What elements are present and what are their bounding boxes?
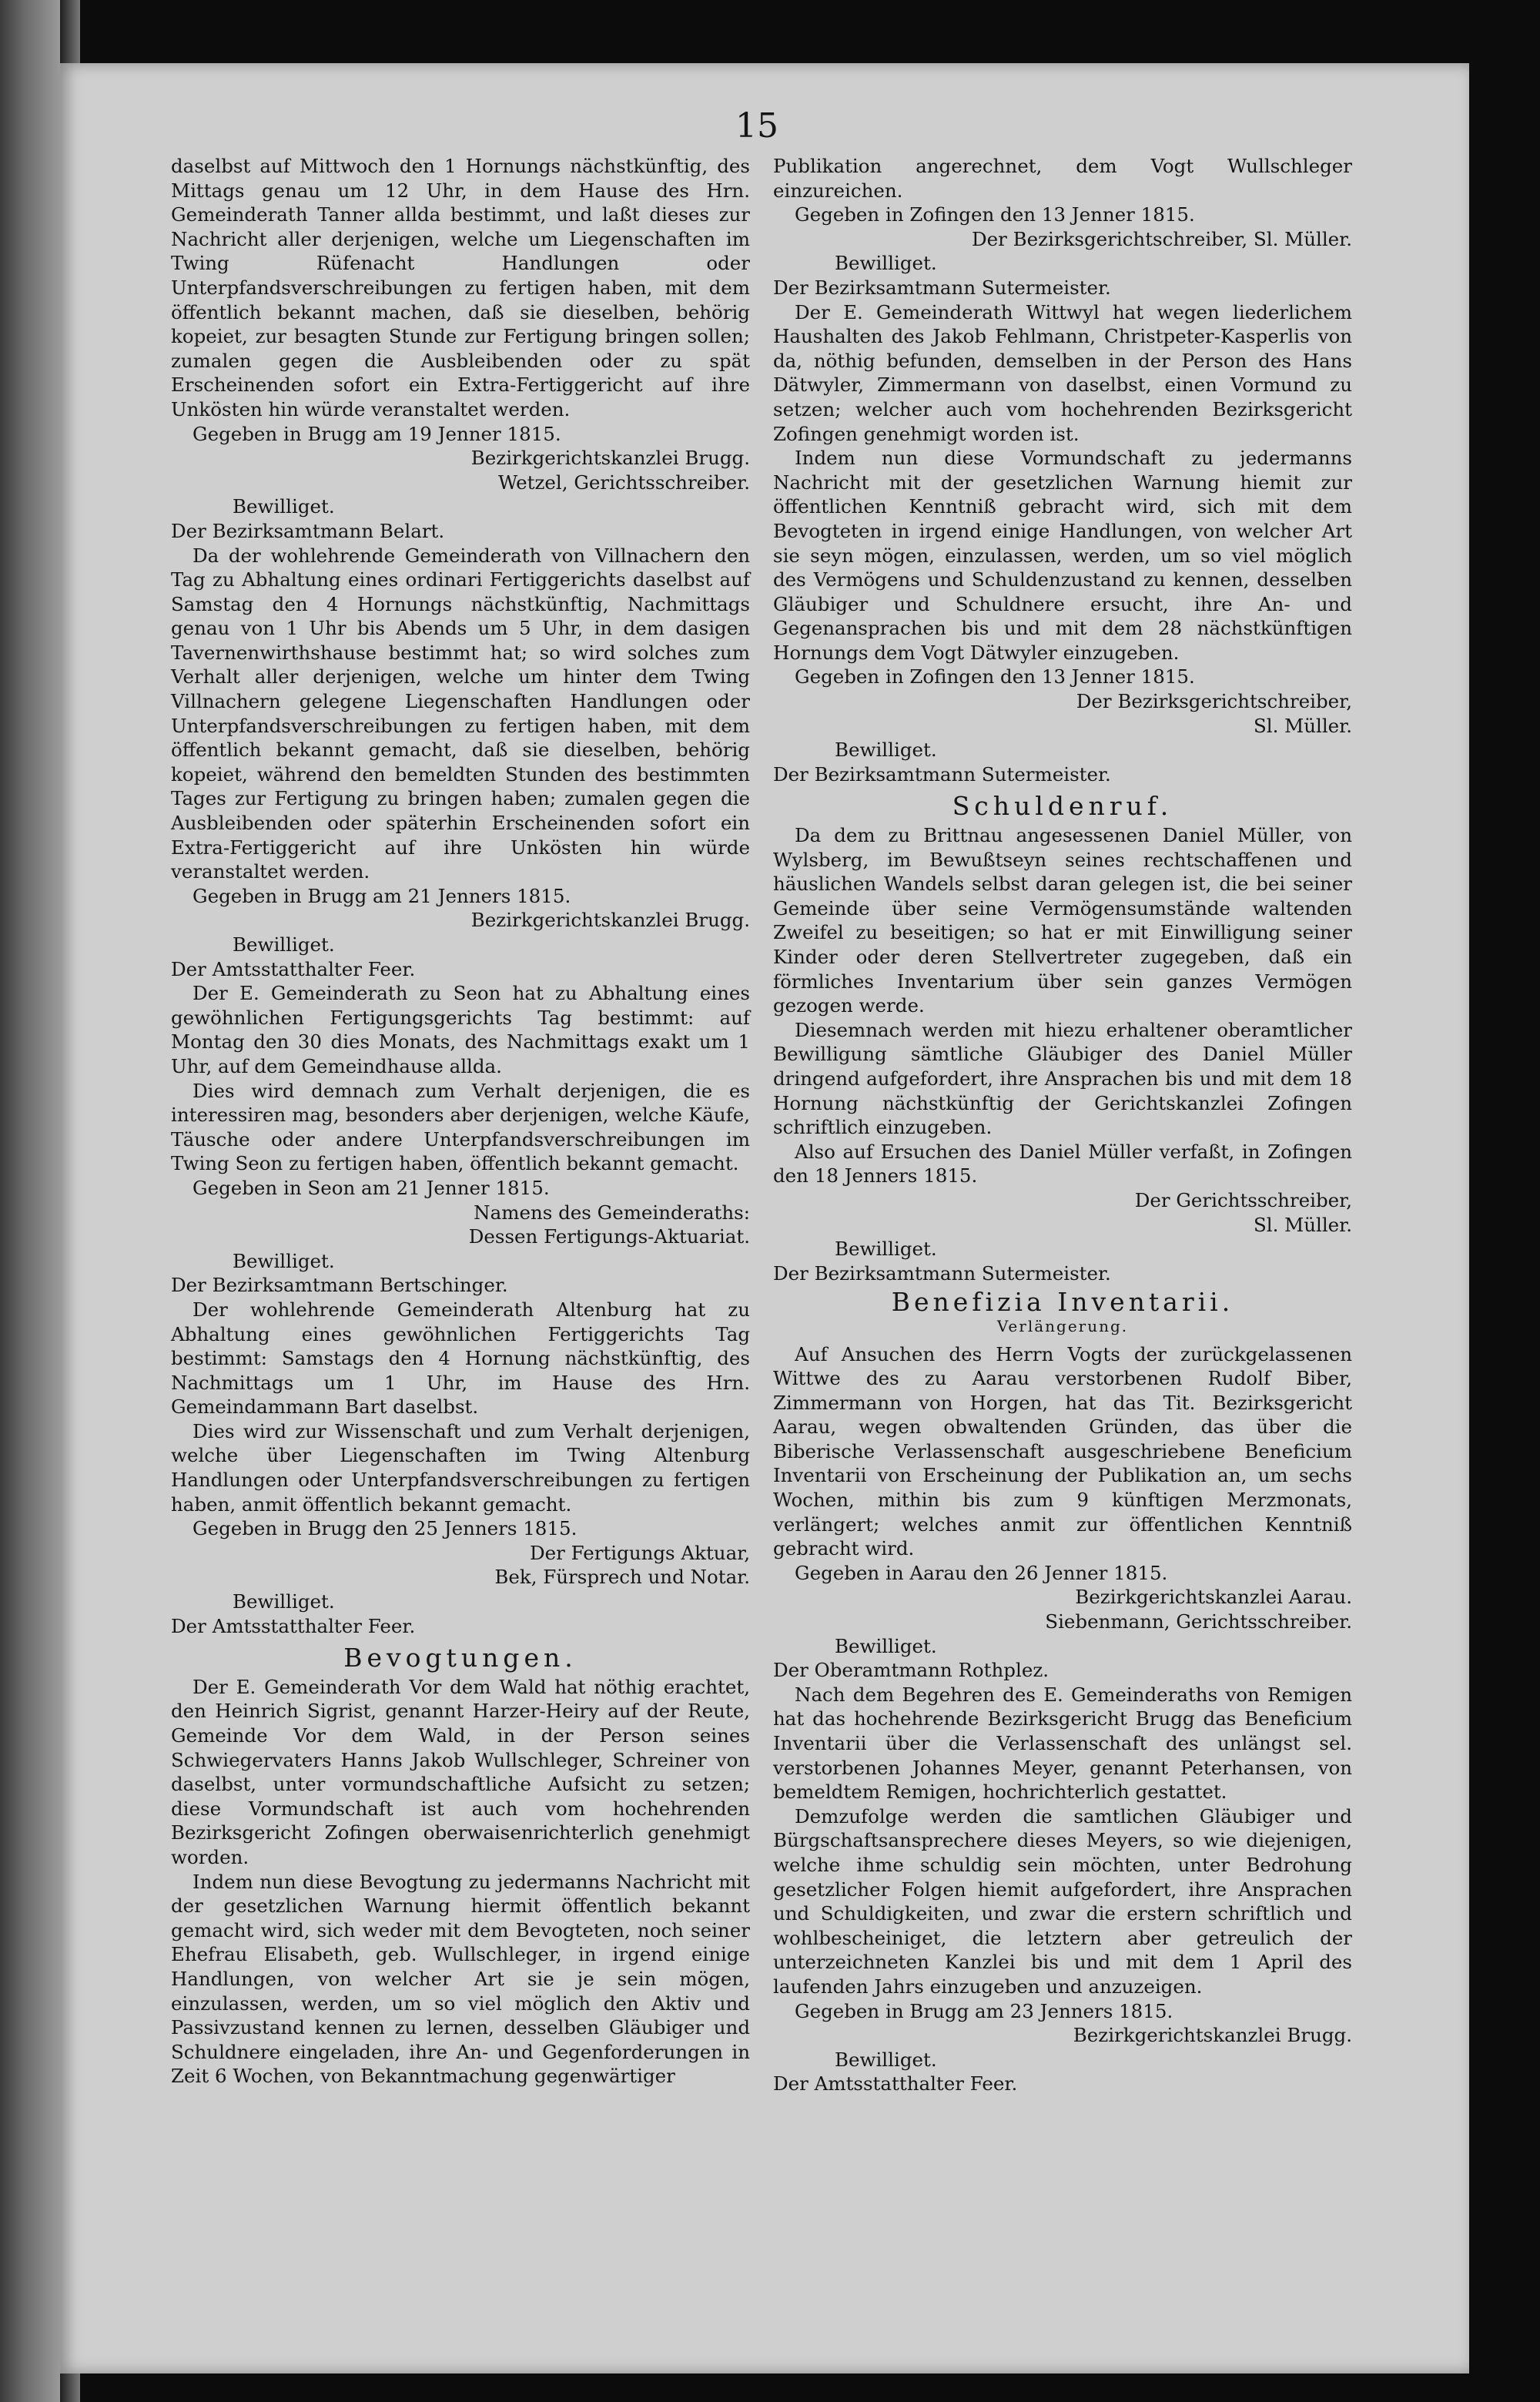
notice-villnachern-text: Da der wohlehrende Gemeinderath von Villnachern den Tag zu Abhaltung eines ordinari Fertiggerichts daselbst auf Samstag den 4 Hornungs nächstkünftig, Nachmittags genau von 1 Uhr bis Abends um 5 Uhr, in dem dasigen Tavernenwirthshause bestimmt hat; so wird solches zum Verhalt aller derjenigen, welche um hinter dem Twing Villnachern gelegene Liegenschaften Handlungen oder Unterpfandsverschreibungen zu fertigen haben, mit dem öffentlich bekannt gemacht, daß sie dieselben, behörig kopeiet, während den bemeldten Stunden des bestimmten Tages zur Fertigung zu bringen haben; zumalen gegen die Ausbleibenden oder späterhin Erscheinenden sofort ein Extra-Fertiggericht auf ihre Unkösten hin würde veranstaltet werden.	[171, 544, 750, 883]
notice-approval: Bewilliget.	[835, 739, 937, 762]
notice-signature: Der Gerichtsschreiber,	[1134, 1188, 1352, 1211]
notice-signature: Der Bezirksgerichtschreiber, Sl. Müller.	[971, 227, 1352, 250]
notice-signature: Der Fertigungs Aktuar,	[529, 1541, 750, 1564]
notice-signature: Dessen Fertigungs-Aktuariat.	[468, 1225, 750, 1248]
notice-approval: Bewilliget.	[835, 2048, 937, 2071]
notice-signature: Sl. Müller.	[1253, 1213, 1352, 1236]
notice-signature: Siebenmann, Gerichtsschreiber.	[1045, 1610, 1352, 1633]
notice-vordemwald-text: Der E. Gemeinderath Vor dem Wald hat nöthig erachtet, den Heinrich Sigrist, genannt Harzer-Heiry auf der Reute, Gemeinde Vor dem Wald, in der Person seines Schwiegervaters Hanns Jakob Wullschleger, Schreiner von daselbst, unter vormundschaftliche Aufsicht zu setzen; diese Vormundschaft ist auch vom hochehrenden Bezirksgericht Zofingen oberwaisenrichterlich genehmigt worden.	[171, 1675, 750, 1868]
notice-official: Der Bezirksamtmann Belart.	[171, 519, 445, 542]
notice-approval: Bewilliget.	[835, 1634, 937, 1657]
notice-date: Gegeben in Zofingen den 13 Jenner 1815.	[795, 203, 1195, 226]
left-column	[171, 154, 750, 2089]
notice-altenburg-text: Der wohlehrende Gemeinderath Altenburg hat zu Abhaltung eines gewöhnlichen Fertiggerichts Tag bestimmt: Samstags den 4 Hornung nächstkünftig, des Nachmittags um 1 Uhr, im Hause des Hrn. Gemeindammann Bart daselbst.	[171, 1298, 750, 1419]
notice-approval: Bewilliget.	[835, 252, 937, 275]
notice-remigen-text: Nach dem Begehren des E. Gemeinderaths von Remigen hat das hochehrende Bezirksgericht Brugg das Beneficium Inventarii über die Verlassenschaft des unlängst sel. verstorbenen Johannes Meyer, genannt Peterhansen, von bemeldtem Remigen, hochrichterlich gestattet.	[773, 1683, 1352, 1804]
notice-signature: Wetzel, Gerichtsschreiber.	[498, 471, 750, 494]
section-heading-benefizia: Benefizia Inventarii.	[891, 1287, 1234, 1318]
notice-approval: Bewilliget.	[835, 1238, 937, 1261]
page-number: 15	[735, 106, 778, 146]
notice-signature: Bezirkgerichtskanzlei Brugg.	[470, 909, 750, 932]
notice-official: Der Amtsstatthalter Feer.	[171, 957, 416, 980]
notice-date: Gegeben in Brugg am 23 Jenners 1815.	[795, 1999, 1173, 2022]
notice-approval: Bewilliget.	[233, 1590, 335, 1613]
notice-signature: Sl. Müller.	[1253, 714, 1352, 737]
notice-seon-text: Der E. Gemeinderath zu Seon hat zu Abhaltung eines gewöhnlichen Fertigungsgerichts Tag bestimmt: auf Montag den 30 dies Monats, des Nachmittags exakt um 1 Uhr, auf dem Gemeindhause allda.	[171, 982, 750, 1077]
section-subheading: Verlängerung.	[996, 1316, 1129, 1335]
notice-date: Gegeben in Zofingen den 13 Jenner 1815.	[795, 665, 1195, 688]
section-heading-schuldenruf: Schuldenruf.	[952, 791, 1173, 822]
notice-signature: Bek, Fürsprech und Notar.	[494, 1566, 750, 1589]
page-edge-shadow	[0, 0, 60, 2402]
notice-wittwyl-text: Der E. Gemeinderath Wittwyl hat wegen liederlichem Haushalten des Jakob Fehlmann, Christpeter-Kasperlis von da, nöthig befunden, demselben in der Person des Hans Dätwyler, Zimmermann von daselbst, einen Vormund zu setzen; welcher auch vom hochehrenden Bezirksgericht Zofingen genehmigt worden ist.	[773, 300, 1352, 445]
notice-rufenacht-text: daselbst auf Mittwoch den 1 Hornungs nächstkünftig, des Mittags genau um 12 Uhr, in dem Hause des Hrn. Gemeinderath Tanner allda bestimmt, und laßt dieses zur Nachricht aller derjenigen, welche um Liegenschaften im Twing Rüfenacht Handlungen oder Unterpfandsverschreibungen zu fertigen haben, mit dem öffentlich bekannt machen, daß sie dieselben, behörig kopeiet, zur besagten Stunde zur Fertigung bringen sollen; zumalen gegen die Ausbleibenden oder zu spät Erscheinenden sofort ein Extra-Fertiggericht auf ihre Unkösten hin würde veranstaltet werden.	[171, 155, 750, 420]
notice-date: Gegeben in Brugg den 25 Jenners 1815.	[192, 1517, 578, 1540]
notice-vordemwald-text-2: Indem nun diese Bevogtung zu jedermanns Nachricht mit der gesetzlichen Warnung hiermit öffentlich bekannt gemacht wird, sich weder mit dem Bevogteten, noch seiner Ehefrau Elisabeth, geb. Wullschleger, in irgend einige Handlungen, von welcher Art sie je sein mögen, einzulassen, werden, um so viel möglich den Aktiv und Passivzustand kennen zu lernen, desselben Gläubiger und Schuldnere eingeladen, ihre An- und Gegenforderungen in Zeit 6 Wochen, von Bekanntmachung gegenwärtiger	[171, 1870, 750, 2088]
notice-date: Gegeben in Seon am 21 Jenner 1815.	[192, 1176, 550, 1199]
notice-seon-text-2: Dies wird demnach zum Verhalt derjenigen, die es interessiren mag, besonders aber derjenigen, welche Käufe, Täusche oder andere Unterpfandsverschreibungen im Twing Seon zu fertigen haben, öffentlich bekannt gemacht.	[171, 1079, 750, 1175]
notice-aarau-text: Auf Ansuchen des Herrn Vogts der zurückgelassenen Wittwe des zu Aarau verstorbenen Rudolf Biber, Zimmermann von Horgen, hat das Tit. Bezirksgericht Aarau, wegen obwaltenden Gründen, das über die Biberische Verlassenschaft ausgeschriebene Beneficium Inventarii von Erscheinung der Publikation an, um sechs Wochen, mithin bis zum 9 künftigen Merzmonats, verlängert; welches anmit zur öffentlichen Kenntniß gebracht wird.	[773, 1342, 1352, 1560]
notice-remigen-text-2: Demzufolge werden die samtlichen Gläubiger und Bürgschaftsansprechere dieses Meyers, so wie diejenigen, welche ihme schuldig sein möchten, unter Bedrohung gesetzlicher Folgen hiemit aufgefordert, ihre Ansprachen und Schuldigkeiten, und zwar die erstern schriftlich und wohlbescheiniget, die letztern aber getreulich der unterzeichneten Kanzlei bis und mit dem 1 April des laufenden Jahrs einzugeben und anzuzeigen.	[773, 1804, 1352, 1998]
notice-brittnau-text-3: Also auf Ersuchen des Daniel Müller verfaßt, in Zofingen den 18 Jenners 1815.	[773, 1140, 1352, 1188]
notice-date: Gegeben in Brugg am 19 Jenner 1815.	[192, 422, 561, 445]
notice-altenburg-text-2: Dies wird zur Wissenschaft und zum Verhalt derjenigen, welche über Liegenschaften im Twing Altenburg Handlungen oder Unterpfandsverschreibungen zu fertigen haben, anmit öffentlich bekannt gemacht.	[171, 1419, 750, 1516]
notice-approval: Bewilliget.	[233, 495, 335, 518]
notice-official: Der Bezirksamtmann Bertschinger.	[171, 1274, 508, 1297]
notice-official: Der Bezirksamtmann Sutermeister.	[773, 762, 1111, 786]
notice-brittnau-text-2: Diesemnach werden mit hiezu erhaltener oberamtlicher Bewilligung sämtliche Gläubiger des Daniel Müller dringend aufgefordert, ihre Ansprachen bis und mit dem 18 Hornung nächstkünftig der Gerichtskanzlei Zofingen schriftlich einzugeben.	[773, 1018, 1352, 1139]
notice-official: Der Bezirksamtmann Sutermeister.	[773, 1261, 1111, 1285]
notice-approval: Bewilliget.	[233, 1249, 335, 1272]
notice-official: Der Bezirksamtmann Sutermeister.	[773, 276, 1111, 299]
notice-signature: Bezirkgerichtskanzlei Brugg.	[1073, 2024, 1352, 2047]
notice-official: Der Amtsstatthalter Feer.	[171, 1614, 416, 1637]
notice-official: Der Amtsstatthalter Feer.	[773, 2072, 1018, 2095]
notice-date: Gegeben in Aarau den 26 Jenner 1815.	[795, 1561, 1168, 1584]
notice-approval: Bewilliget.	[233, 933, 335, 956]
notice-brittnau-text: Da dem zu Brittnau angesessenen Daniel Müller, von Wylsberg, im Bewußtseyn seines rechtschaffenen und häuslichen Wandels selbst daran gelegen ist, die bei seiner Gemeinde über seine Vermögensumstände waltenden Zweifel zu beseitigen; so hat er mit Einwilligung seiner Kinder oder deren Stellvertreter zugegeben, daß ein förmliches Inventarium über sein ganzes Vermögen gezogen werde.	[773, 824, 1352, 1017]
notice-wittwyl-text-2: Indem nun diese Vormundschaft zu jedermanns Nachricht mit der gesetzlichen Warnung hiemit zur öffentlichen Kenntniß gebracht wird, sich mit dem Bevogteten in irgend einige Handlungen, von welcher Art sie seyn mögen, einzulassen, werden, um so viel möglich des Vermögens und Schuldenzustand zu kennen, desselben Gläubiger und Schuldnere ersucht, ihre An- und Gegenansprachen bis und mit dem 28 nächstkünftigen Hornungs dem Vogt Dätwyler einzugeben.	[773, 447, 1352, 664]
notice-signature: Bezirkgerichtskanzlei Aarau.	[1075, 1586, 1352, 1609]
notice-signature: Bezirkgerichtskanzlei Brugg.	[470, 447, 750, 470]
notice-continuation-text: Publikation angerechnet, dem Vogt Wullschleger einzureichen.	[773, 155, 1352, 202]
notice-signature: Der Bezirksgerichtschreiber,	[1076, 690, 1352, 713]
notice-date: Gegeben in Brugg am 21 Jenners 1815.	[192, 884, 571, 907]
section-heading-bevogtungen: Bevogtungen.	[343, 1643, 578, 1673]
notice-signature: Namens des Gemeinderaths:	[474, 1201, 750, 1224]
notice-official: Der Oberamtmann Rothplez.	[773, 1659, 1050, 1682]
right-column	[773, 154, 1352, 2096]
